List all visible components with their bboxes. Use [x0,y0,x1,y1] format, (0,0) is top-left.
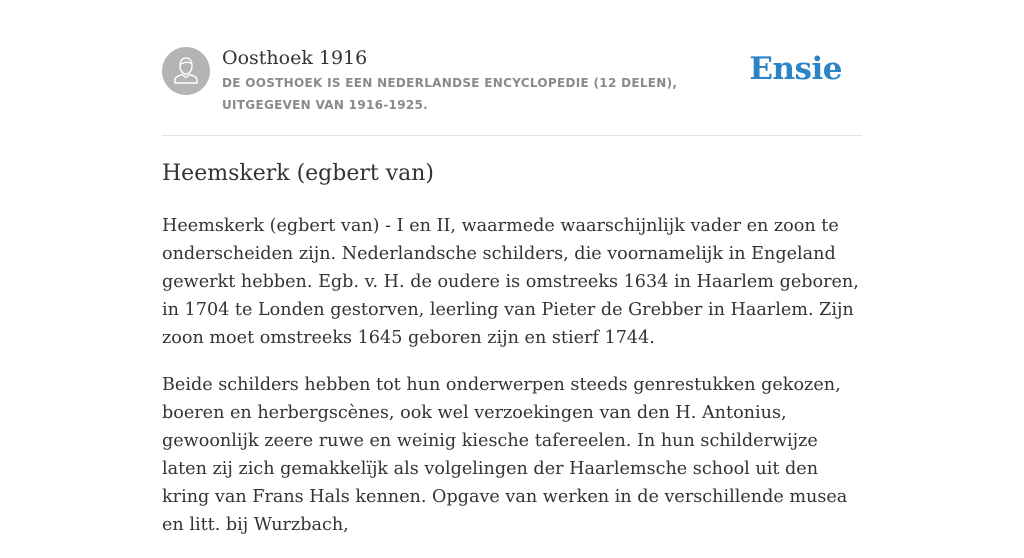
user-silhouette-icon [162,47,210,95]
source-header [162,46,862,116]
entry-paragraph: Beide schilders hebben tot hun onderwerpen steeds genrestukken gekozen, boeren en herbergscènes, ook wel verzoekingen van den H. Antonius, gewoonlijk zeere ruwe en weinig kiesche tafereelen. In hun schilderwijze laten zij zich gemakkelïjk als volgelingen der Haarlemsche school uit den kring van Frans Hals kennen. Opgave van werken in de verschillende musea en litt. bij Wurzbach, [162,375,848,535]
entry-title: Heemskerk (egbert van) [162,161,435,186]
entry-body [162,212,862,558]
header-divider [162,135,862,136]
source-avatar[interactable] [162,47,210,95]
source-title[interactable]: Oosthoek 1916 [222,47,368,69]
source-description: DE OOSTHOEK IS EEN NEDERLANDSE ENCYCLOPEDIE (12 DELEN), UITGEGEVEN VAN 1916-1925. [222,76,678,112]
ensie-logo[interactable]: Ensie [749,51,842,87]
entry-paragraph: Heemskerk (egbert van) - I en II, waarmede waarschijnlijk vader en zoon te onderscheiden zijn. Nederlandsche schilders, die voornamelijk in Engeland gewerkt hebben. Egb. v. H. de oudere is omstreeks 1634 in Haarlem geboren, in 1704 te Londen gestorven, leerling van Pieter de Grebber in Haarlem. Zijn zoon moet omstreeks 1645 geboren zijn en stierf 1744. [162,216,859,348]
